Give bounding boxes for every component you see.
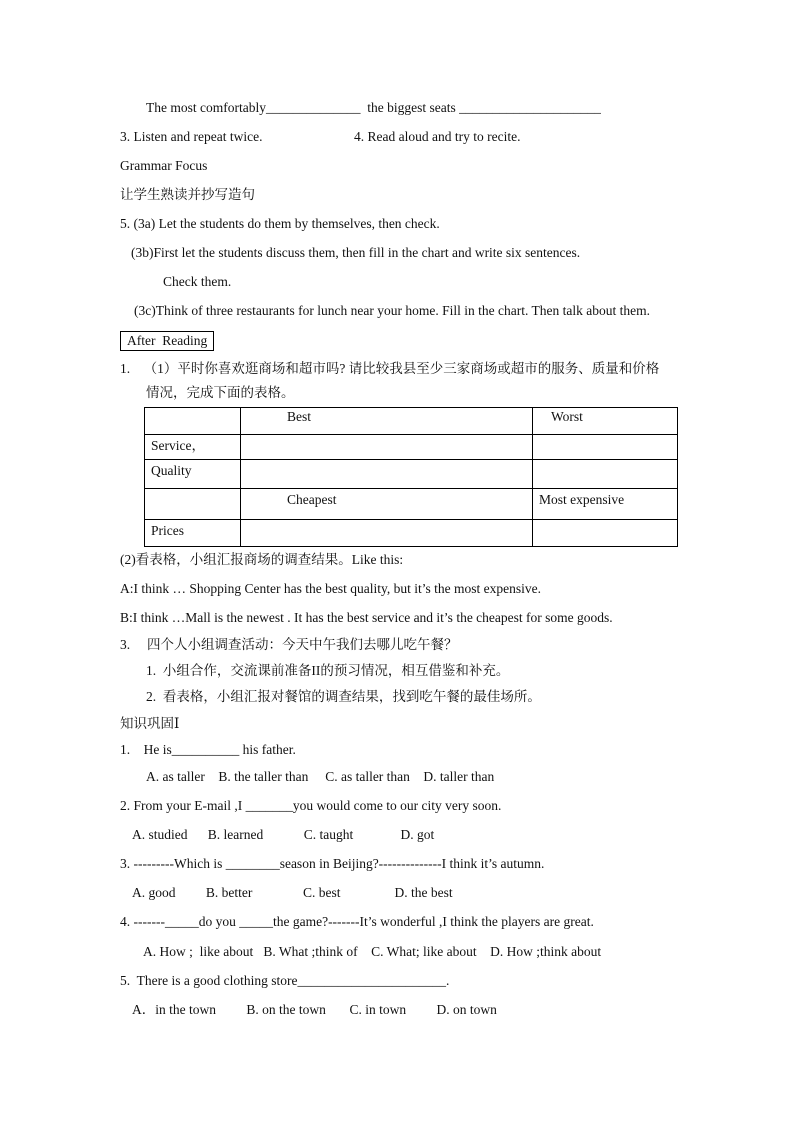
- table-cell: [241, 435, 533, 460]
- question-5: 5. There is a good clothing store______________________.: [120, 973, 450, 988]
- table-label-service: Service，: [145, 435, 241, 460]
- options-2: A. studied B. learned C. taught D. got: [132, 827, 435, 842]
- table-row-prices: [145, 520, 678, 547]
- table-row-quality: [145, 460, 678, 489]
- step-3b-continued: Check them.: [163, 274, 232, 289]
- blank-line-comfortably: The most comfortably______________ the biggest seats _____________________: [146, 100, 601, 115]
- after-reading-q3-sub1: 1. 小组合作，交流课前准备II的预习情况，相互借鉴和补充。: [146, 663, 510, 678]
- table-label-prices: Prices: [145, 520, 241, 547]
- step-3b: (3b)First let the students discuss them, then fill in the chart and write six sentences.: [131, 245, 581, 260]
- knowledge-title: 知识巩固Ⅰ: [120, 716, 180, 731]
- table-header-cheapest: Cheapest: [241, 489, 533, 520]
- table-cell: [241, 460, 533, 489]
- table-cell: [145, 408, 241, 435]
- step-3c: (3c)Think of three restaurants for lunch near your home. Fill in the chart. Then talk about them.: [134, 303, 650, 318]
- table-cell: [533, 460, 678, 489]
- question-1: 1. He is__________ his father.: [120, 742, 296, 757]
- step-listen-repeat: 3. Listen and repeat twice.: [120, 129, 263, 144]
- after-reading-q1-line1: 1. （1）平时你喜欢逛商场和超市吗? 请比较我县至少三家商场或超市的服务、质量和价格: [120, 361, 660, 376]
- step-read-aloud: 4. Read aloud and try to recite.: [354, 129, 521, 144]
- options-5: A．in the town B. on the town C. in town D. on town: [132, 1002, 497, 1017]
- table-header-most-expensive: Most expensive: [533, 489, 678, 520]
- table-header-worst: Worst: [533, 408, 678, 435]
- survey-table: [144, 407, 678, 547]
- question-2: 2. From your E-mail ,I _______you would come to our city very soon.: [120, 798, 502, 813]
- options-1: A. as taller B. the taller than C. as taller than D. taller than: [146, 769, 495, 784]
- table-cell: [241, 520, 533, 547]
- options-3: A. good B. better C. best D. the best: [132, 885, 453, 900]
- after-reading-q1-line2: 情况，完成下面的表格。: [146, 385, 295, 400]
- after-reading-q3: 3. 四个人小组调查活动：今天中午我们去哪儿吃午餐？: [120, 637, 458, 652]
- table-cell: [145, 489, 241, 520]
- grammar-focus-title: Grammar Focus: [120, 158, 208, 173]
- after-reading-title: After Reading: [120, 331, 214, 351]
- example-a: A:I think … Shopping Center has the best quality, but it’s the most expensive.: [120, 581, 541, 596]
- table-header-best: Best: [241, 408, 533, 435]
- after-reading-q2: (2)看表格，小组汇报商场的调查结果。Like this:: [120, 552, 404, 567]
- table-cell: [533, 435, 678, 460]
- options-4: A. How ; like about B. What ;think of C. What; like about D. How ;think about: [143, 944, 602, 959]
- step-3a: 5. (3a) Let the students do them by themselves, then check.: [120, 216, 440, 231]
- table-header-cheapest-expensive: [145, 489, 678, 520]
- table-label-quality: Quality: [145, 460, 241, 489]
- after-reading-q3-sub2: 2. 看表格，小组汇报对餐馆的调查结果，找到吃午餐的最佳场所。: [146, 689, 541, 704]
- table-header-best-worst: [145, 408, 678, 435]
- question-3: 3. ---------Which is ________season in Beijing?--------------I think it’s autumn.: [120, 856, 545, 871]
- table-cell: [533, 520, 678, 547]
- table-row-service: [145, 435, 678, 460]
- instruction-cn: 让学生熟读并抄写造句: [120, 187, 255, 202]
- example-b: B:I think …Mall is the newest . It has the best service and it’s the cheapest for some goods.: [120, 610, 613, 625]
- question-4: 4. -------_____do you _____the game?-------It’s wonderful ,I think the players are great.: [120, 914, 594, 929]
